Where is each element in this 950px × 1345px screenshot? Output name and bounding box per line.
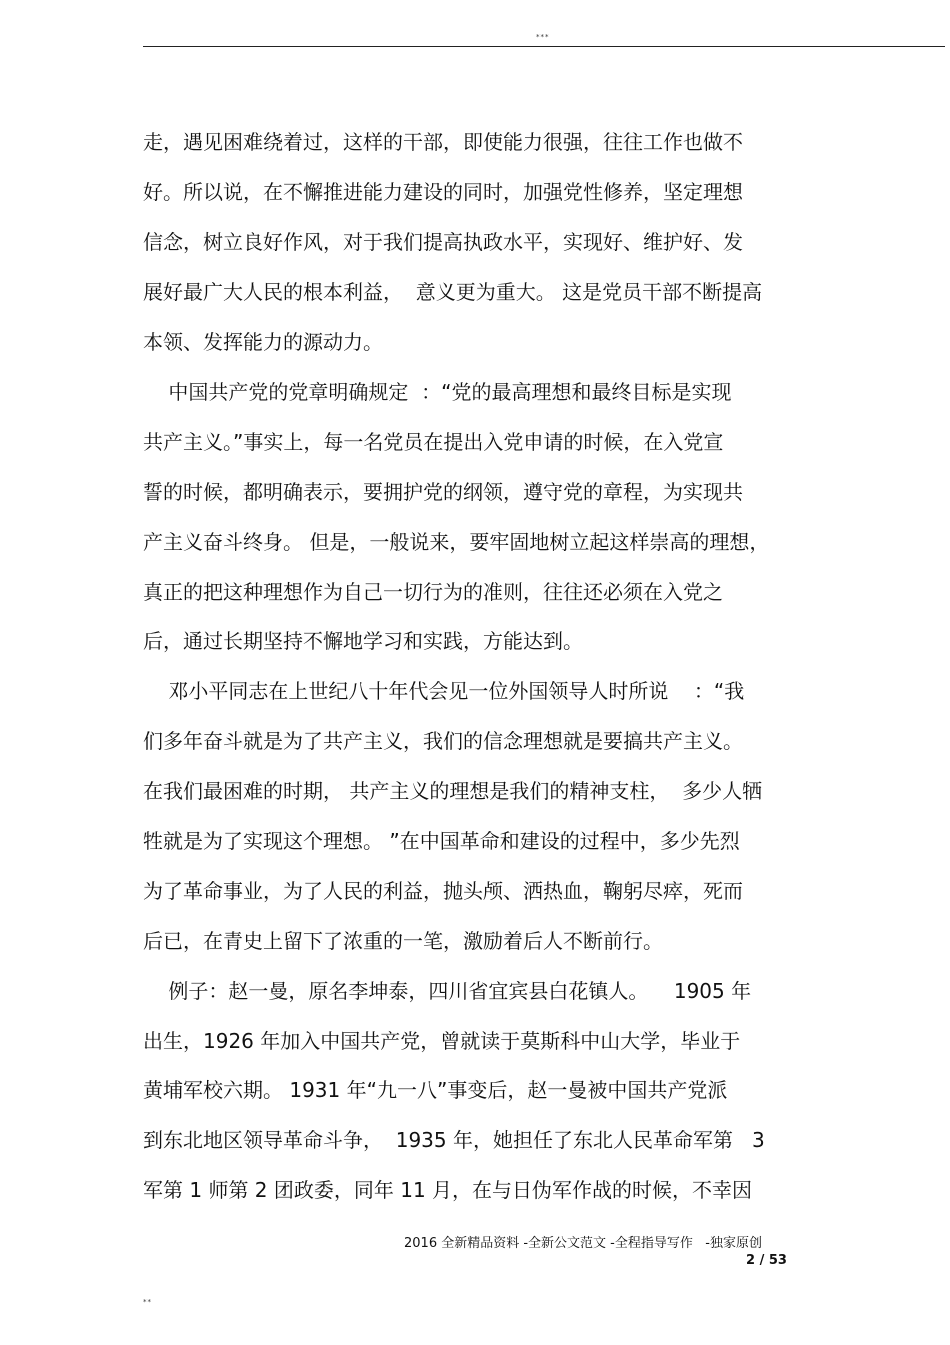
body-line: 出生，1926 年加入中国共产党，曾就读于莫斯科中山大学，毕业于 — [143, 1029, 741, 1053]
body-line: 们多年奋斗就是为了共产主义，我们的信念理想就是要搞共产主义。 — [143, 729, 743, 753]
body-line: 共产主义。”事实上，每一名党员在提出入党申请的时候，在入党宣 — [143, 430, 724, 454]
body-line: 产主义奋斗终身。 但是，一般说来，要牢固地树立起这样崇高的理想， — [143, 530, 770, 554]
body-line: 黄埔军校六期。 1931 年“九一八”事变后，赵一曼被中国共产党派 — [143, 1078, 728, 1102]
header-divider — [143, 46, 945, 47]
body-line: 邓小平同志在上世纪八十年代会见一位外国领导人时所说 ：“我 — [143, 679, 745, 703]
body-line: 为了革命事业，为了人民的利益，抛头颅、洒热血，鞠躬尽瘁，死而 — [143, 879, 743, 903]
body-line: 本领、发挥能力的源动力。 — [143, 330, 383, 354]
body-line: 牲就是为了实现这个理想。 ”在中国革命和建设的过程中，多少先烈 — [143, 829, 740, 853]
body-line: 后，通过长期坚持不懈地学习和实践，方能达到。 — [143, 629, 583, 653]
body-line: 展好最广大人民的根本利益， 意义更为重大。 这是党员干部不断提高 — [143, 280, 763, 304]
body-line: 誓的时候，都明确表示，要拥护党的纲领，遵守党的章程，为实现共 — [143, 480, 743, 504]
body-line: 到东北地区领导革命斗争， 1935 年，她担任了东北人民革命军第 3 — [143, 1128, 765, 1152]
footer-text: 2016 全新精品资料 -全新公文范文 -全程指导写作 -独家原创 — [404, 1236, 762, 1251]
body-line: 真正的把这种理想作为自己一切行为的准则，往往还必须在入党之 — [143, 580, 723, 604]
footer-mark: ** — [143, 1298, 152, 1306]
header-mark: *** — [536, 33, 550, 41]
page-number: 2 / 53 — [746, 1253, 787, 1268]
body-line: 例子：赵一曼，原名李坤泰，四川省宜宾县白花镇人。 1905 年 — [143, 979, 752, 1003]
body-line: 中国共产党的党章明确规定 ：“党的最高理想和最终目标是实现 — [143, 380, 732, 404]
body-line: 信念，树立良好作风，对于我们提高执政水平，实现好、维护好、发 — [143, 230, 743, 254]
body-line: 走，遇见困难绕着过，这样的干部，即使能力很强，往往工作也做不 — [143, 130, 743, 154]
body-line: 后已，在青史上留下了浓重的一笔，激励着后人不断前行。 — [143, 929, 663, 953]
body-line: 在我们最困难的时期， 共产主义的理想是我们的精神支柱， 多少人牺 — [143, 779, 763, 803]
body-line: 好。所以说，在不懈推进能力建设的同时，加强党性修养，坚定理想 — [143, 180, 743, 204]
body-line: 军第 1 师第 2 团政委，同年 11 月，在与日伪军作战的时候，不幸因 — [143, 1178, 753, 1202]
